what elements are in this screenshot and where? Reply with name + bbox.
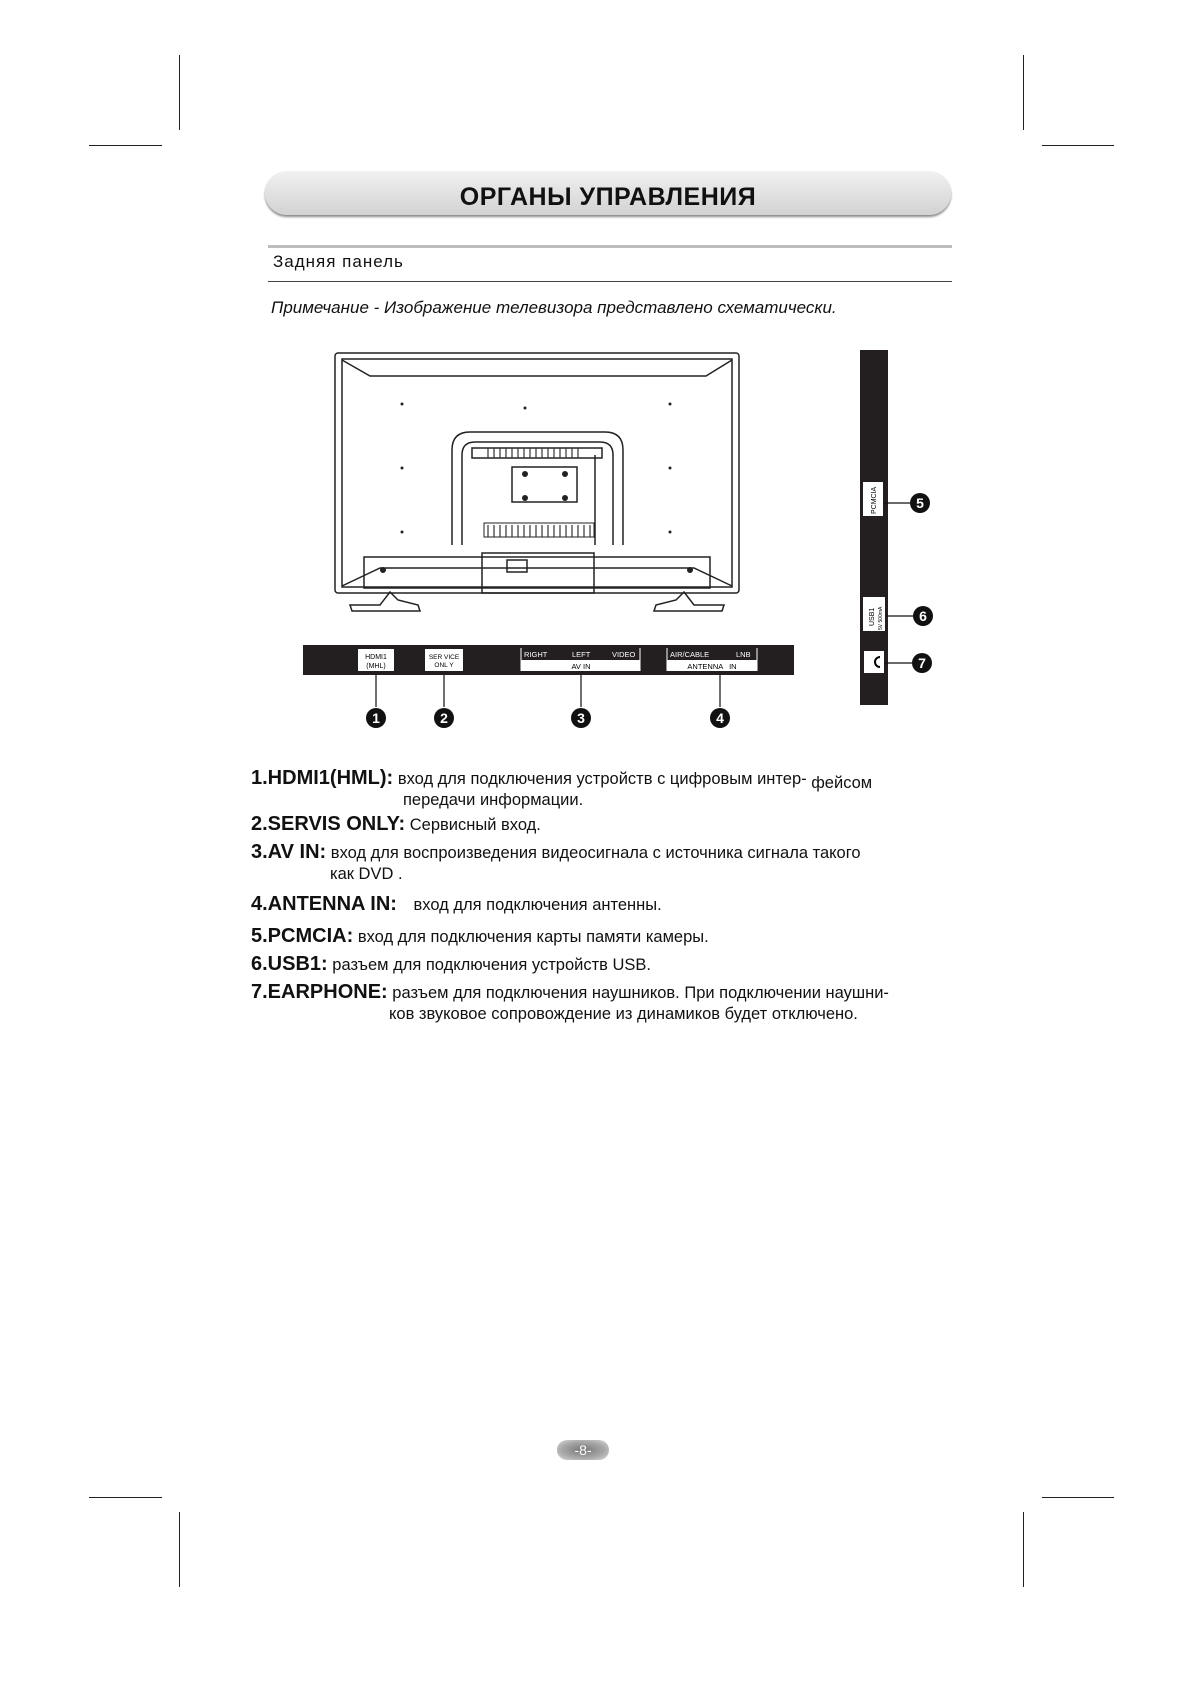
crop-mark: [1023, 1512, 1024, 1587]
page-title: ОРГАНЫ УПРАВЛЕНИЯ: [459, 183, 757, 211]
description-4: [251, 894, 662, 916]
pcmcia-slot-label: [863, 482, 883, 516]
page-number: -8-: [557, 1440, 609, 1460]
description-6: [251, 954, 651, 976]
hdmi-port-label-bottom: (MHL): [366, 663, 386, 670]
screw-holes: [380, 403, 693, 574]
section-heading: Задняя панель: [273, 252, 404, 271]
description-term: 2.SERVIS ONLY:: [251, 813, 406, 835]
usb-label-bottom: 5V 500mA: [878, 606, 884, 630]
description-term: 4.ANTENNA IN:: [251, 893, 397, 915]
description-7: [251, 982, 889, 1004]
callout-leaders-bottom: [376, 675, 720, 707]
service-port-label-bottom: ONL Y: [434, 662, 454, 669]
service-port-label-top: SER VICE: [428, 654, 460, 661]
crop-mark: [1042, 145, 1114, 146]
antenna-air-cable-label: AIR/CABLE: [670, 650, 710, 659]
av-in-label-text: AV IN: [571, 662, 591, 671]
description-3: [251, 842, 861, 864]
description-term: 5.PCMCIA:: [251, 925, 354, 947]
av-video-label: VIDEO: [612, 650, 636, 659]
description-5: [251, 926, 709, 948]
crop-mark: [179, 1512, 180, 1587]
description-text: вход для воспроизведения видеосигнала с источника сигнала такого: [330, 844, 861, 862]
description-3-cont: как DVD .: [330, 865, 403, 883]
earphone-jack: [864, 651, 884, 673]
description-tail: фейсом: [811, 774, 873, 792]
pcmcia-label: PCMCIA: [871, 486, 878, 514]
section-rule-bottom: [268, 281, 952, 282]
page-title-bar: [265, 171, 951, 215]
hdmi-port-label-top: HDMI1: [365, 654, 387, 661]
callout-5: 5: [916, 495, 924, 511]
av-right-label: RIGHT: [524, 650, 548, 659]
service-port-label: [425, 649, 463, 671]
callout-2: 2: [440, 710, 448, 726]
description-1: [251, 768, 872, 790]
description-text: Сервисный вход.: [409, 816, 541, 834]
callout-7: 7: [918, 655, 926, 671]
description-text: разъем для подключения наушников. При подключении наушни-: [392, 984, 889, 1002]
description-1-cont: передачи информации.: [403, 791, 584, 809]
antenna-in-label-text: ANTENNA IN: [687, 662, 737, 671]
callout-4: 4: [716, 710, 724, 726]
av-left-label: LEFT: [572, 650, 591, 659]
tv-back-illustration: [335, 353, 739, 611]
usb-port-label: [863, 597, 885, 631]
description-term: 1.HDMI1(HML):: [251, 767, 394, 789]
crop-mark: [1023, 55, 1024, 130]
antenna-lnb-label: LNB: [736, 650, 751, 659]
callout-1: 1: [372, 710, 380, 726]
description-text: разъем для подключения устройств USB.: [332, 956, 652, 974]
crop-mark: [89, 145, 162, 146]
vent-lines: [488, 448, 590, 537]
note-text: Примечание - Изображение телевизора представлено схематически.: [271, 298, 837, 317]
description-term: 6.USB1:: [251, 953, 328, 975]
description-term: 7.EARPHONE:: [251, 981, 388, 1003]
crop-mark: [1042, 1497, 1114, 1498]
description-7-cont: ков звуковое сопровождение из динамиков будет отключено.: [389, 1005, 858, 1023]
description-2: [251, 814, 541, 836]
description-text: вход для подключения устройств с цифровым интер-: [397, 770, 807, 788]
crop-mark: [179, 55, 180, 130]
usb-label-top: USB1: [869, 607, 876, 626]
callout-markers-bottom: [366, 708, 730, 728]
callout-6: 6: [919, 608, 927, 624]
section-rule-top: [268, 245, 952, 248]
description-term: 3.AV IN:: [251, 841, 327, 863]
callout-markers-side: [910, 493, 933, 673]
hdmi-port-label: [358, 649, 394, 671]
callout-3: 3: [577, 710, 585, 726]
description-text: вход для подключения карты памяти камеры.: [357, 928, 709, 946]
crop-mark: [89, 1497, 162, 1498]
description-text: вход для подключения антенны.: [413, 896, 662, 914]
